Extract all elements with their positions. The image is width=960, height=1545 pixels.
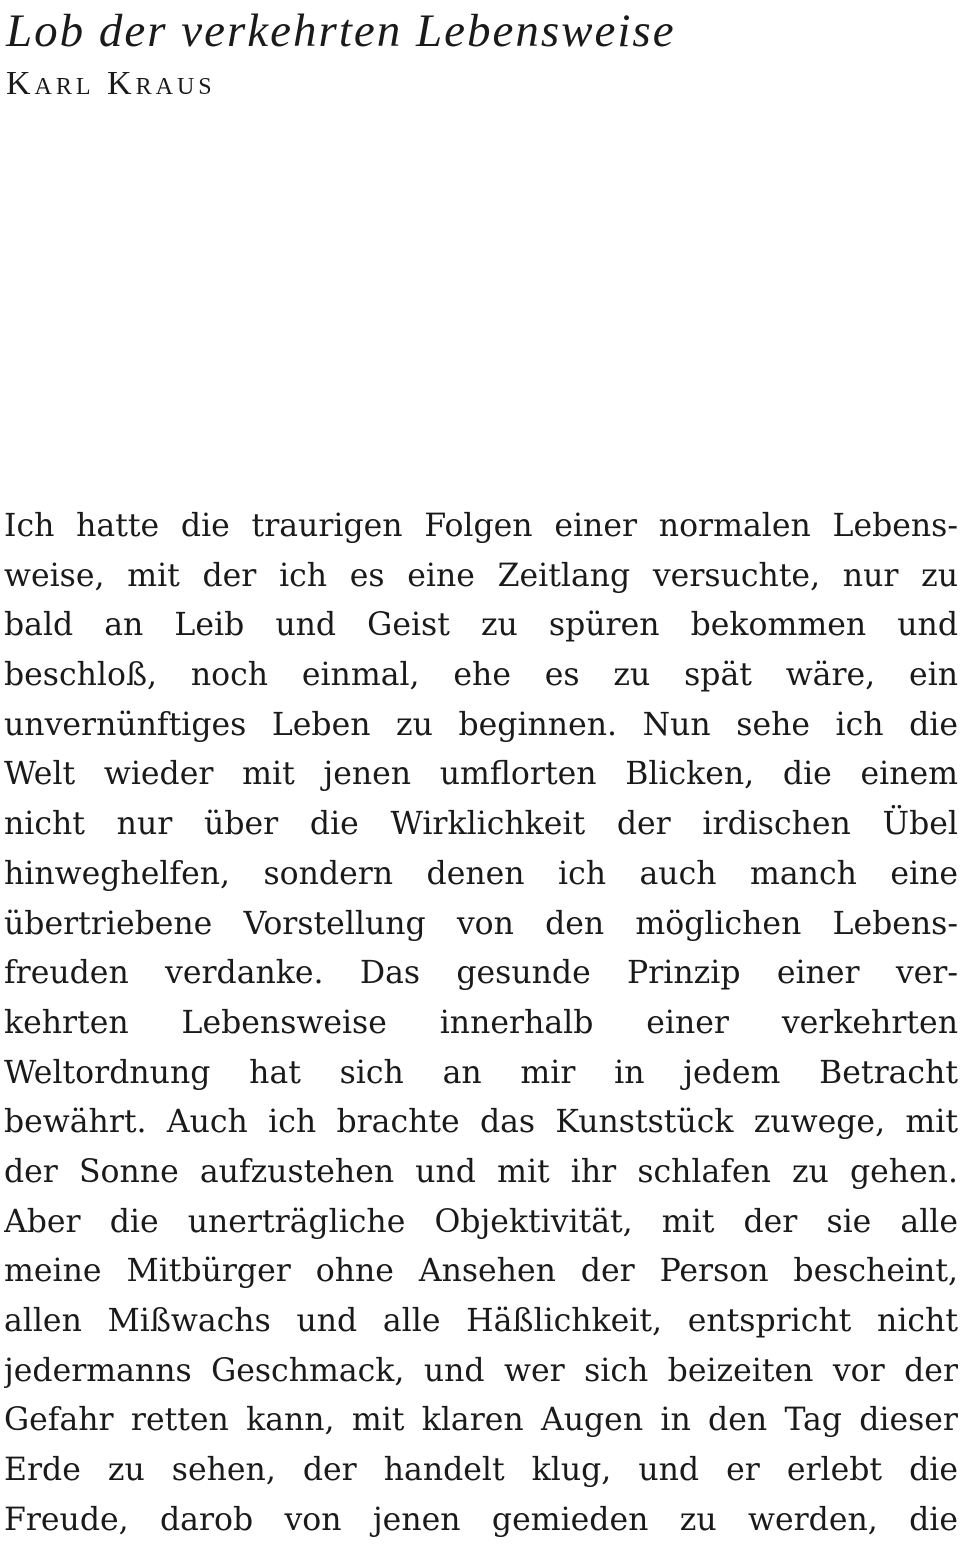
text-line: meine Mitbürger ohne Ansehen der Person bescheint, [4,1253,958,1290]
text-line: unvernünftiges Leben zu beginnen. Nun sehe ich die [4,706,958,743]
text-line: Weltordnung hat sich an mir in jedem Betracht [4,1054,958,1091]
text-line: weise, mit der ich es eine Zeitlang versuchte, nur zu [4,557,958,594]
text-line: übertriebene Vorstellung von den möglichen Lebens- [4,905,958,942]
text-line: Welt wieder mit jenen umflorten Blicken, die einem [4,756,958,793]
text-line: freuden verdanke. Das gesunde Prinzip einer ver- [4,955,958,992]
text-line: beschloß, noch einmal, ehe es zu spät wäre, ein [4,657,958,694]
text-line: jedermanns Geschmack, und wer sich beizeiten vor der [4,1352,958,1389]
text-line: kehrten Lebensweise innerhalb einer verkehrten [4,1004,958,1041]
text-line: Aber die unerträgliche Objektivität, mit der sie alle [4,1203,958,1240]
body-paragraph [4,502,958,1545]
text-line: Freude, darob von jenen gemieden zu werden, die [4,1501,958,1538]
text-line: nicht nur über die Wirklichkeit der irdischen Übel [4,806,958,843]
text-line: der Sonne aufzustehen und mit ihr schlafen zu gehen. [4,1153,958,1190]
author-name: Karl Kraus [6,65,216,102]
text-line: Gefahr retten kann, mit klaren Augen in den Tag dieser [4,1402,958,1439]
document-title: Lob der verkehrten Lebensweise [6,5,676,57]
text-line: hinweghelfen, sondern denen ich auch manch eine [4,855,958,892]
text-line: Ich hatte die traurigen Folgen einer normalen Lebens- [4,508,958,544]
text-line: Erde zu sehen, der handelt klug, und er erlebt die [4,1452,958,1489]
text-line: allen Mißwachs und alle Häßlichkeit, entspricht nicht [4,1303,958,1339]
text-line: bald an Leib und Geist zu spüren bekommen und [4,607,958,644]
text-line: bewährt. Auch ich brachte das Kunststück zuwege, mit [4,1104,958,1141]
